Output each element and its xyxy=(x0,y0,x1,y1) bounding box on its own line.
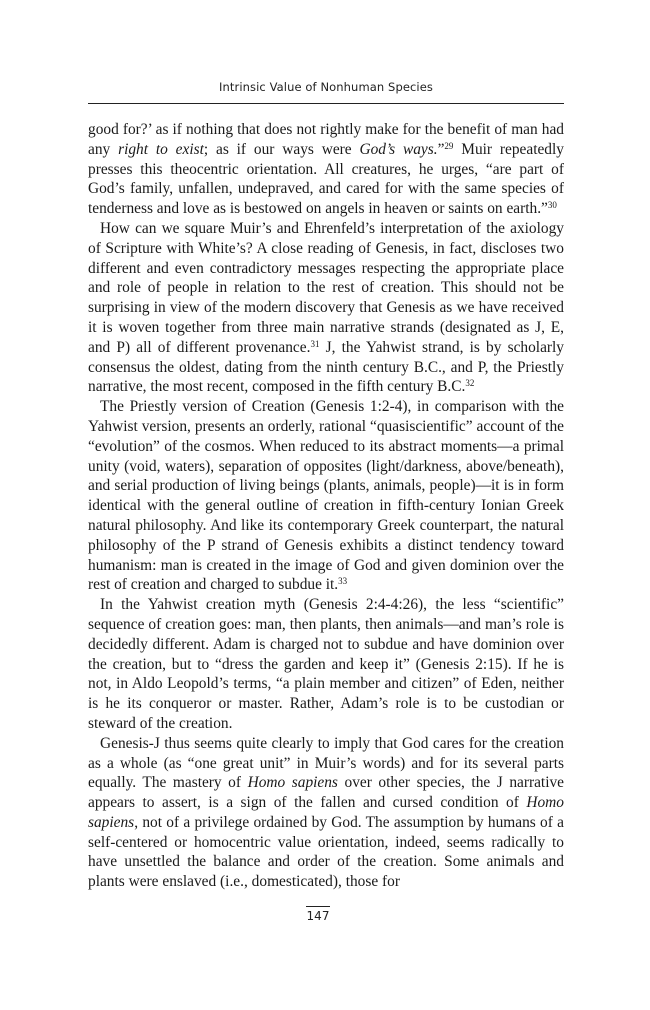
footnote-ref: 31 xyxy=(310,338,320,349)
text-run: good for?’ as if nothing that does not rightly make for the benefit of man had any xyxy=(88,121,564,158)
footnote-ref: 30 xyxy=(547,200,557,211)
running-header: Intrinsic Value of Nonhuman Species xyxy=(219,80,433,94)
footnote-ref: 33 xyxy=(338,576,348,587)
footnote-ref: 29 xyxy=(444,140,454,151)
page-number: 147 xyxy=(306,909,330,923)
paragraph-1 xyxy=(88,120,564,219)
paragraph-3 xyxy=(88,397,564,595)
paragraph-4 xyxy=(88,595,564,734)
text-run: Muir repeatedly presses this theocentric orientation. All creatures, he urges, “are part of God’s family, unfallen, undepraved, and cared for with the same species of tenderness and love as is bestowed on angels in heaven or saints on earth.” xyxy=(88,140,564,218)
italic-text: Homo sapiens xyxy=(247,774,338,792)
text-run: ; as if our ways were xyxy=(203,140,360,158)
italic-text: right to exist xyxy=(118,140,204,158)
italic-text: Homo sapiens xyxy=(88,794,564,831)
text-run: over other species, the J narrative appears to assert, is a sign of the fallen and cursed condition of xyxy=(88,774,565,812)
header-rule xyxy=(88,103,564,104)
text-run: How can we square Muir’s and Ehrenfeld’s interpretation of the axiology of Scripture with White’s? A close reading of Genesis, in fact, discloses two different and even contradictory messages respecting the appropriate place and role of people in relation to the rest of creation. This should not be surprising in view of the modern discovery that Genesis as we have received it is woven together from three main narrative strands (designated as J, E, and P) all of different provenance. xyxy=(88,219,564,356)
text-run: In the Yahwist creation myth (Genesis 2:4-4:26), the less “scientific” sequence of creation goes: man, then plants, then animals—and man’s role is decidedly different. Adam is charged not to subdue and have dominion over the creation, but to “dress the garden and keep it” (Genesis 2:15). If he is not, in Aldo Leopold’s terms, “a plain member and citizen” of Eden, neither is he its conqueror or master. Rather, Adam’s role is to be custodian or steward of the creation. xyxy=(88,596,564,732)
paragraph-5 xyxy=(88,734,564,892)
paragraph-2 xyxy=(88,219,564,397)
body-text xyxy=(88,120,564,892)
text-run: J, the Yahwist strand, is by scholarly consensus the oldest, dating from the ninth century B.C., and P, the Priestly narrative, the most recent, composed in the fifth century B.C. xyxy=(88,338,565,396)
text-run: ” xyxy=(437,140,445,158)
page-number-rule xyxy=(306,906,330,907)
footnote-ref: 32 xyxy=(465,378,475,389)
text-run: , not of a privilege ordained by God. The assumption by humans of a self-centered or homocentric value orientation, indeed, seems radically to have unsettled the balance and order of the creation. Some animals and plants were enslaved (i.e., domesticated), those for xyxy=(88,813,564,891)
text-run: Genesis-J thus seems quite clearly to imply that God cares for the creation as a whole (as “one great unit” in Muir’s words) and for its several parts equally. The mastery of xyxy=(88,734,564,792)
italic-text: God’s ways. xyxy=(359,140,438,158)
text-run: The Priestly version of Creation (Genesis 1:2-4), in comparison with the Yahwist version, presents an orderly, rational “quasiscientific” account of the “evolution” of the cosmos. When reduced to its abstract moments—a primal unity (void, waters), separation of opposites (light/darkness, above/beneath), and serial production of living beings (plants, animals, people)—it is in form identical with the general outline of creation in fifth-century Ionian Greek natural philosophy. And like its contemporary Greek counterpart, the natural philosophy of the P strand of Genesis exhibits a distinct tendency toward humanism: man is created in the image of God and given dominion over the rest of creation and charged to subdue it. xyxy=(88,398,564,594)
